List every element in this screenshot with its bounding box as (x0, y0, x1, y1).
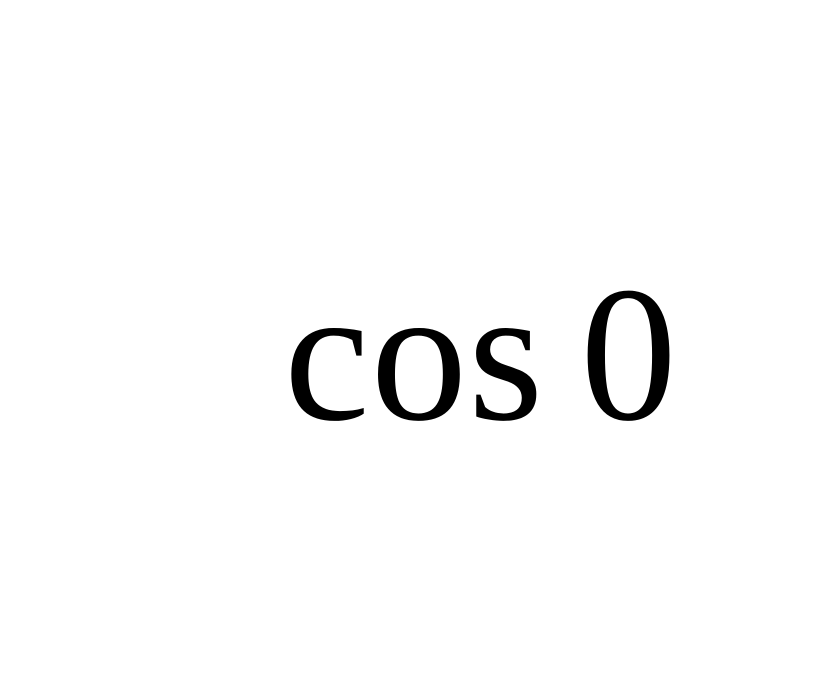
function-name: cos (284, 247, 545, 461)
math-expression (284, 247, 677, 461)
function-argument: 0 (580, 247, 677, 461)
